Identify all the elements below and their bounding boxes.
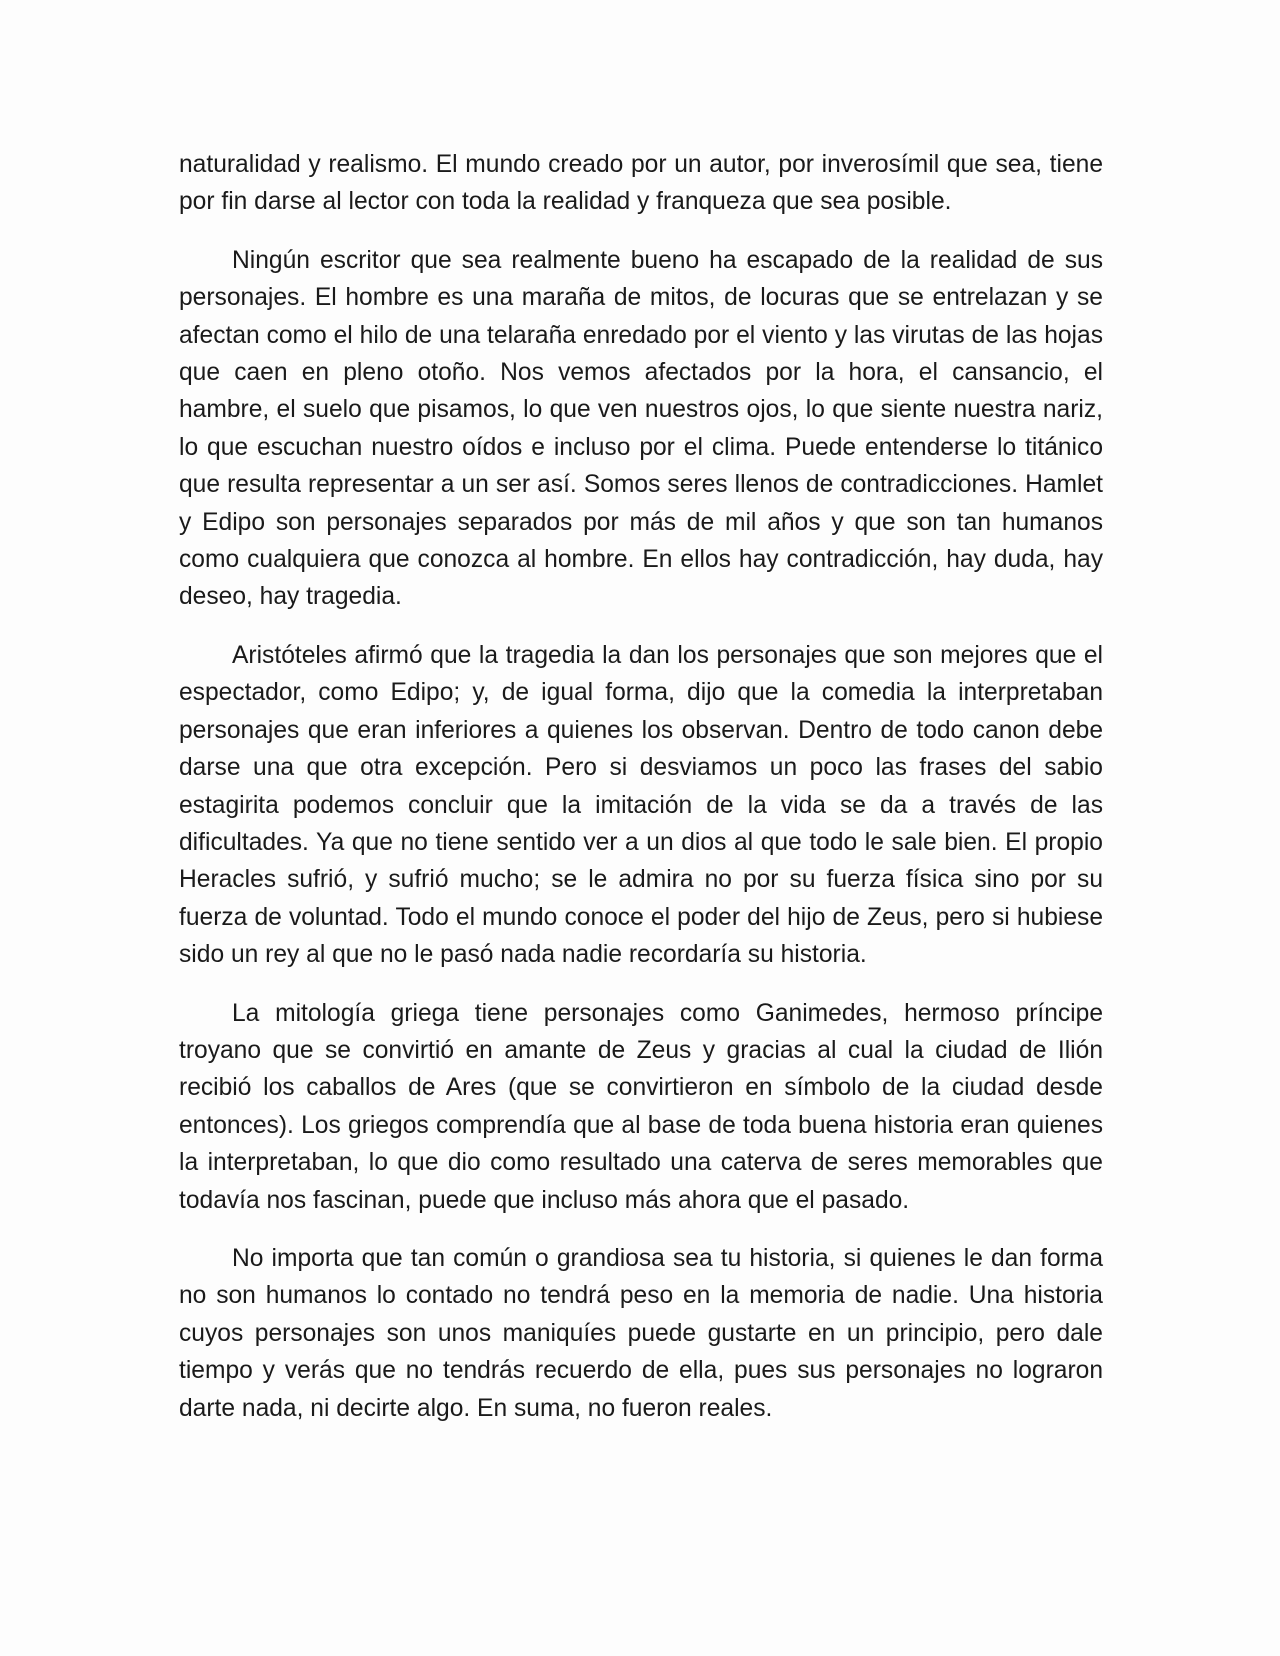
paragraph-2: Ningún escritor que sea realmente bueno ha escapado de la realidad de sus personajes. El hombre es una maraña de mitos, de locuras que se entrelazan y se afectan como el hilo de una telaraña enredado por el viento y las virutas de las hojas que caen en pleno otoño. Nos vemos afectados por la hora, el cansancio, el hambre, el suelo que pisamos, lo que ven nuestros ojos, lo que siente nuestra nariz, lo que escuchan nuestro oídos e incluso por el clima. Puede entenderse lo titánico que resulta representar a un ser así. Somos seres llenos de contradicciones. Hamlet y Edipo son personajes separados por más de mil años y que son tan humanos como cualquiera que conozca al hombre. En ellos hay contradicción, hay duda, hay deseo, hay tragedia. (179, 246, 1103, 611)
document-body (179, 146, 1103, 1448)
paragraph-4: La mitología griega tiene personajes como Ganimedes, hermoso príncipe troyano que se convirtió en amante de Zeus y gracias al cual la ciudad de Ilión recibió los caballos de Ares (que se convirtieron en símbolo de la ciudad desde entonces). Los griegos comprendía que al base de toda buena historia eran quienes la interpretaban, lo que dio como resultado una caterva de seres memorables que todavía nos fascinan, puede que incluso más ahora que el pasado. (179, 999, 1103, 1214)
paragraph-5: No importa que tan común o grandiosa sea tu historia, si quienes le dan forma no son humanos lo contado no tendrá peso en la memoria de nadie. Una historia cuyos personajes son unos maniquíes puede gustarte en un principio, pero dale tiempo y verás que no tendrás recuerdo de ella, pues sus personajes no lograron darte nada, ni decirte algo. En suma, no fueron reales. (179, 1244, 1103, 1422)
paragraph-3: Aristóteles afirmó que la tragedia la dan los personajes que son mejores que el espectador, como Edipo; y, de igual forma, dijo que la comedia la interpretaban personajes que eran inferiores a quienes los observan. Dentro de todo canon debe darse una que otra excepción. Pero si desviamos un poco las frases del sabio estagirita podemos concluir que la imitación de la vida se da a través de las dificultades. Ya que no tiene sentido ver a un dios al que todo le sale bien. El propio Heracles sufrió, y sufrió mucho; se le admira no por su fuerza física sino por su fuerza de voluntad. Todo el mundo conoce el poder del hijo de Zeus, pero si hubiese sido un rey al que no le pasó nada nadie recordaría su historia. (179, 641, 1103, 969)
paragraph-1: naturalidad y realismo. El mundo creado por un autor, por inverosímil que sea, tiene por fin darse al lector con toda la realidad y franqueza que sea posible. (179, 151, 1103, 216)
